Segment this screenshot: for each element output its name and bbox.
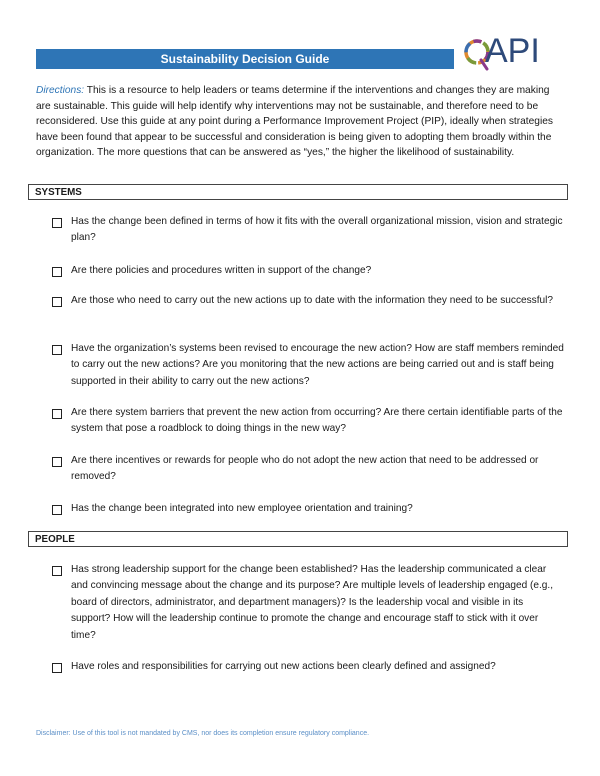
checkbox[interactable]	[52, 345, 62, 355]
checklist-item[interactable]	[52, 293, 564, 309]
checklist-item[interactable]	[52, 341, 564, 390]
page-title: Sustainability Decision Guide	[36, 49, 454, 69]
checklist-item-text: Are there incentives or rewards for people who do not adopt the new action that need to be addressed or removed?	[71, 455, 539, 483]
checkbox[interactable]	[52, 297, 62, 307]
checkbox[interactable]	[52, 218, 62, 228]
checklist-item[interactable]	[52, 659, 564, 675]
checklist-item-text: Has the change been defined in terms of how it fits with the overall organizational mission, vision and strategic plan?	[71, 216, 563, 244]
checklist-item-text: Are there system barriers that prevent the new action from occurring? Are there certain identifiable parts of the system that pose a roadblock to doing things in the new way?	[71, 407, 563, 435]
checklist-item[interactable]	[52, 405, 564, 438]
checkbox[interactable]	[52, 457, 62, 467]
section-header-people: PEOPLE	[28, 531, 568, 547]
checkbox[interactable]	[52, 566, 62, 576]
logo-text: API	[485, 32, 540, 70]
disclaimer: Disclaimer: Use of this tool is not mandated by CMS, nor does its completion ensure regulatory compliance.	[36, 730, 370, 737]
directions-paragraph	[36, 83, 562, 161]
checklist-item[interactable]	[52, 214, 564, 247]
directions-text: This is a resource to help leaders or teams determine if the interventions and changes they are making are sustainable. This guide will help identify why interventions may not be sustainable, and therefore need to be reconsidered. Use this guide at any point during a Performance Improvement Project (PIP), ideally when strategies have been found that appear to be successful and consideration is being given to adopting them broadly within the organization. The more questions that can be answered as “yes,” the higher the likelihood of sustainability.	[36, 85, 553, 159]
checklist-item-text: Are those who need to carry out the new actions up to date with the information they need to be successful?	[71, 295, 553, 306]
checklist-item-text: Have roles and responsibilities for carrying out new actions been clearly defined and assigned?	[71, 661, 496, 672]
checklist-item-text: Have the organization’s systems been revised to encourage the new action? How are staff members reminded to carry out the new actions? Are you monitoring that the new actions are being carried out and is staff being supported in their ability to carry out the new actions?	[71, 343, 564, 387]
directions-lead: Directions:	[36, 85, 85, 96]
section-header-systems: SYSTEMS	[28, 184, 568, 200]
checklist-item-text: Are there policies and procedures written in support of the change?	[71, 265, 372, 276]
checkbox[interactable]	[52, 267, 62, 277]
checklist-item[interactable]	[52, 263, 564, 279]
checklist-item[interactable]	[52, 453, 564, 486]
checkbox[interactable]	[52, 409, 62, 419]
checkbox[interactable]	[52, 663, 62, 673]
checkbox[interactable]	[52, 505, 62, 515]
checklist-item-text: Has the change been integrated into new employee orientation and training?	[71, 503, 413, 514]
checklist-item[interactable]	[52, 501, 564, 517]
checklist-item[interactable]	[52, 562, 564, 644]
checklist-item-text: Has strong leadership support for the change been established? Has the leadership communicated a clear and convincing message about the change and its purpose? Are multiple levels of leadership engaged (e.g., board of directors, administrator, and department managers)? Is the leadership vocal and visible in its support? How will the leadership continue to promote the change and encourage staff to stick with it over time?	[71, 564, 554, 641]
